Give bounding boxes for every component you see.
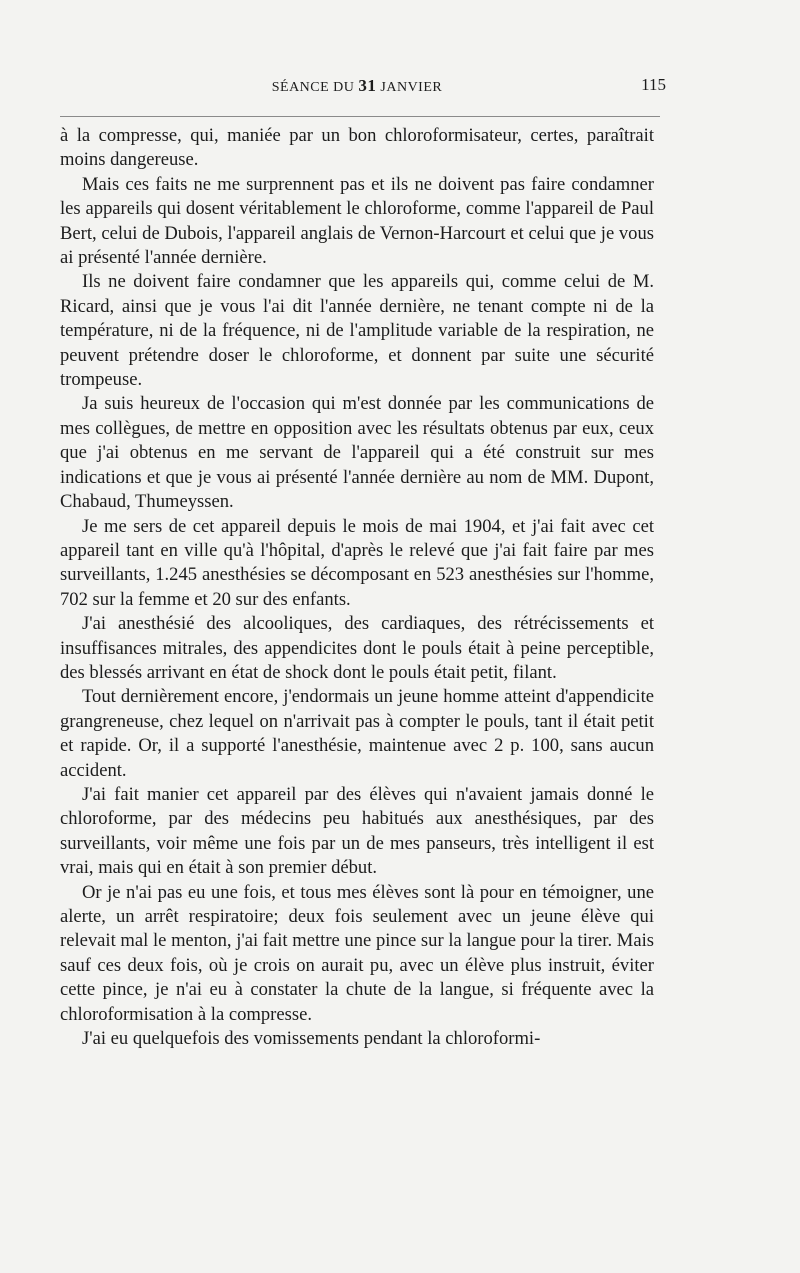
running-title-suffix: JANVIER xyxy=(376,80,443,95)
running-title-day: 31 xyxy=(358,76,377,95)
paragraph: Je me sers de cet appareil depuis le mois de mai 1904, et j'ai fait avec cet appareil tant en ville qu'à l'hôpital, d'après le relevé que j'ai fait faire par mes surveillants, 1.245 anesthésies se décomposant en 523 anesthésies sur l'homme, 702 sur la femme et 20 sur des enfants. xyxy=(60,515,654,610)
header-rule xyxy=(60,116,660,117)
paragraph: Ils ne doivent faire condamner que les appareils qui, comme celui de M. Ricard, ainsi que je vous l'ai dit l'année dernière, ne tenant compte ni de la température, ni de la fréquence, ni de l'amplitude variable de la respiration, ne peuvent prétendre doser le chloroforme, et donnent par suite une sécurité trompeuse. xyxy=(60,271,654,391)
paragraph: Tout dernièrement encore, j'endormais un jeune homme atteint d'appendicite grangreneuse, chez lequel on n'arrivait pas à compter le pouls, tant il était petit et rapide. Or, il a supporté l'anesthésie, maintenue avec 2 p. 100, sans aucun accident. xyxy=(60,686,654,781)
paragraph: J'ai anesthésié des alcooliques, des cardiaques, des rétrécissements et insuffisances mitrales, des appendicites dont le pouls était à peine perceptible, des blessés arrivant en état de shock dont le pouls était petit, filant. xyxy=(60,613,654,683)
paragraph: J'ai eu quelquefois des vomissements pendant la chloroformi- xyxy=(82,1028,541,1050)
running-title xyxy=(60,76,654,96)
page-number: 115 xyxy=(641,75,666,94)
running-title-prefix: SÉANCE DU xyxy=(271,80,359,95)
body-text xyxy=(60,124,654,1051)
paragraph: à la compresse, qui, maniée par un bon chloroformisateur, certes, paraîtrait moins dangereuse. xyxy=(60,125,654,171)
paragraph: Ja suis heureux de l'occasion qui m'est donnée par les communications de mes collègues, de mettre en opposition avec les résultats obtenus par eux, ceux que j'ai obtenus en me servant de l'appareil qui a été construit sur mes indications et que je vous ai présenté l'année dernière au nom de MM. Dupont, Chabaud, Thumeyssen. xyxy=(60,393,654,513)
paragraph: Or je n'ai pas eu une fois, et tous mes élèves sont là pour en témoigner, une alerte, un arrêt respiratoire; deux fois seulement avec un jeune élève qui relevait mal le menton, j'ai fait mettre une pince sur la langue pour la tirer. Mais sauf ces deux fois, où je crois on aurait pu, avec un élève plus instruit, éviter cette pince, je n'ai eu à constater la chute de la langue, si fréquente avec la chloroformisation à la compresse. xyxy=(60,881,654,1025)
paragraph: Mais ces faits ne me surprennent pas et ils ne doivent pas faire condamner les appareils qui dosent véritablement le chloroforme, comme l'appareil de Paul Bert, celui de Dubois, l'appareil anglais de Vernon-Harcourt et celui que je vous ai présenté l'année dernière. xyxy=(60,173,654,269)
running-head xyxy=(60,75,666,100)
paragraph: J'ai fait manier cet appareil par des élèves qui n'avaient jamais donné le chloroforme, par des médecins peu habitués aux anesthésiques, par des surveillants, voir même une fois par un de mes panseurs, très intelligent il est vrai, mais qui en était à son premier début. xyxy=(60,783,654,879)
